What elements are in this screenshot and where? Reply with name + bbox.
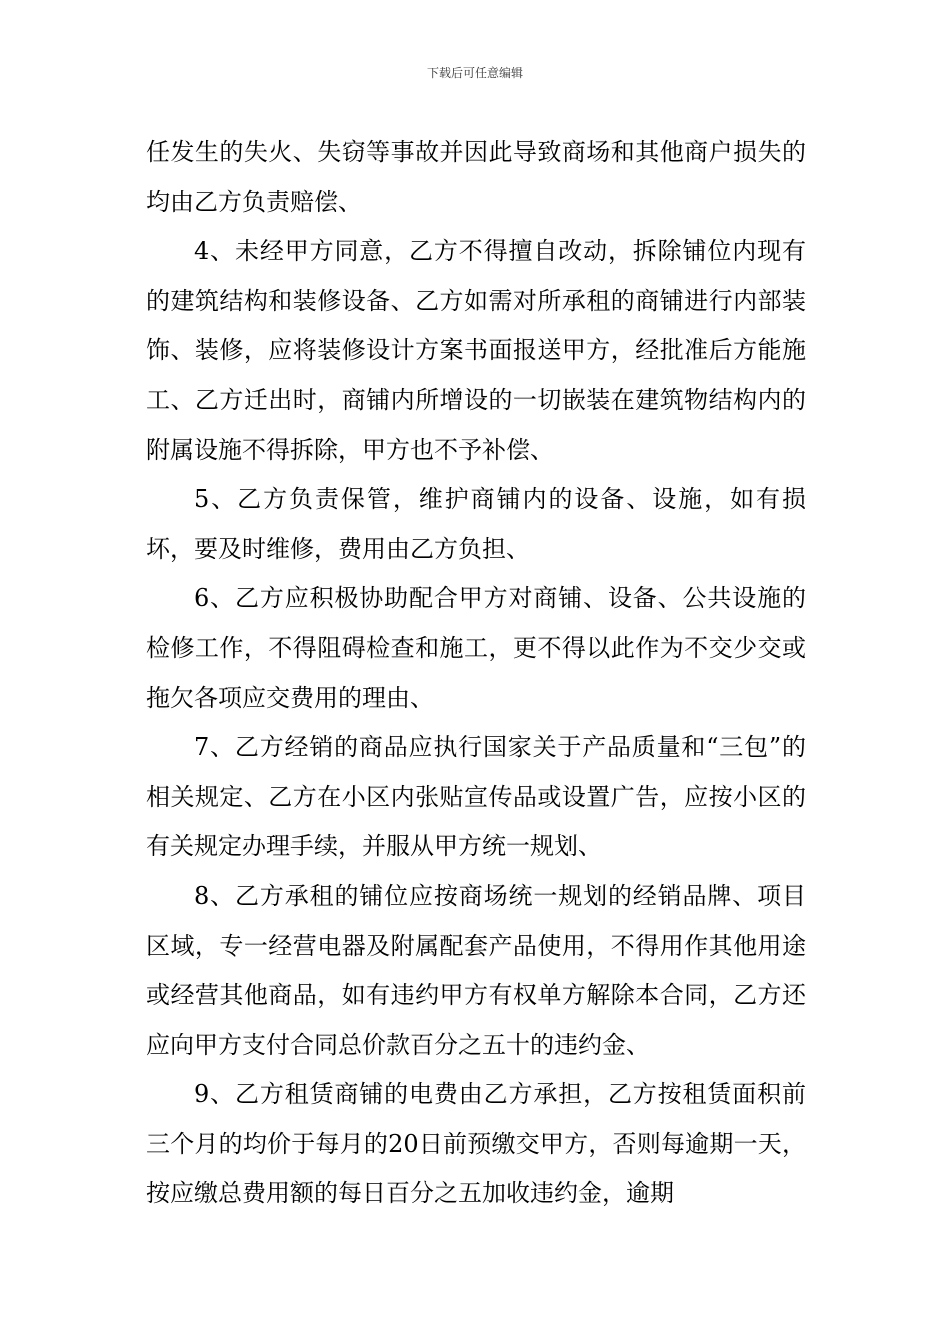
paragraph-clause-7: 7、乙方经销的商品应执行国家关于产品质量和“三包”的相关规定、乙方在小区内张贴宣传品或设置广告，应按小区的有关规定办理手续，并服从甲方统一规划、	[146, 733, 806, 861]
paragraph-clause-6: 6、乙方应积极协助配合甲方对商铺、设备、公共设施的检修工作，不得阻碍检查和施工，更不得以此作为不交少交或拖欠各项应交费用的理由、	[146, 584, 806, 712]
paragraph-clause-8: 8、乙方承租的铺位应按商场统一规划的经销品牌、项目区域，专一经营电器及附属配套产品使用，不得用作其他用途或经营其他商品，如有违约甲方有权单方解除本合同，乙方还应向甲方支付合同总价款百分之五十的违约金、	[146, 881, 806, 1059]
document-body	[146, 128, 806, 1219]
page-header: 下载后可任意编辑	[426, 66, 523, 80]
paragraph-clause-9: 9、乙方租赁商铺的电费由乙方承担，乙方按租赁面积前三个月的均价于每月的20日前预缴交甲方，否则每逾期一天，按应缴总费用额的每日百分之五加收违约金，逾期	[146, 1080, 806, 1208]
paragraph-clause-4: 4、未经甲方同意，乙方不得擅自改动，拆除铺位内现有的建筑结构和装修设备、乙方如需对所承租的商铺进行内部装饰、装修，应将装修设计方案书面报送甲方，经批准后方能施工、乙方迁出时，商铺内所增设的一切嵌装在建筑物结构内的附属设施不得拆除，甲方也不予补偿、	[146, 237, 806, 464]
paragraph-continuation: 任发生的失火、失窃等事故并因此导致商场和其他商户损失的均由乙方负责赔偿、	[146, 138, 806, 216]
paragraph-clause-5: 5、乙方负责保管，维护商铺内的设备、设施，如有损坏，要及时维修，费用由乙方负担、	[146, 485, 806, 563]
